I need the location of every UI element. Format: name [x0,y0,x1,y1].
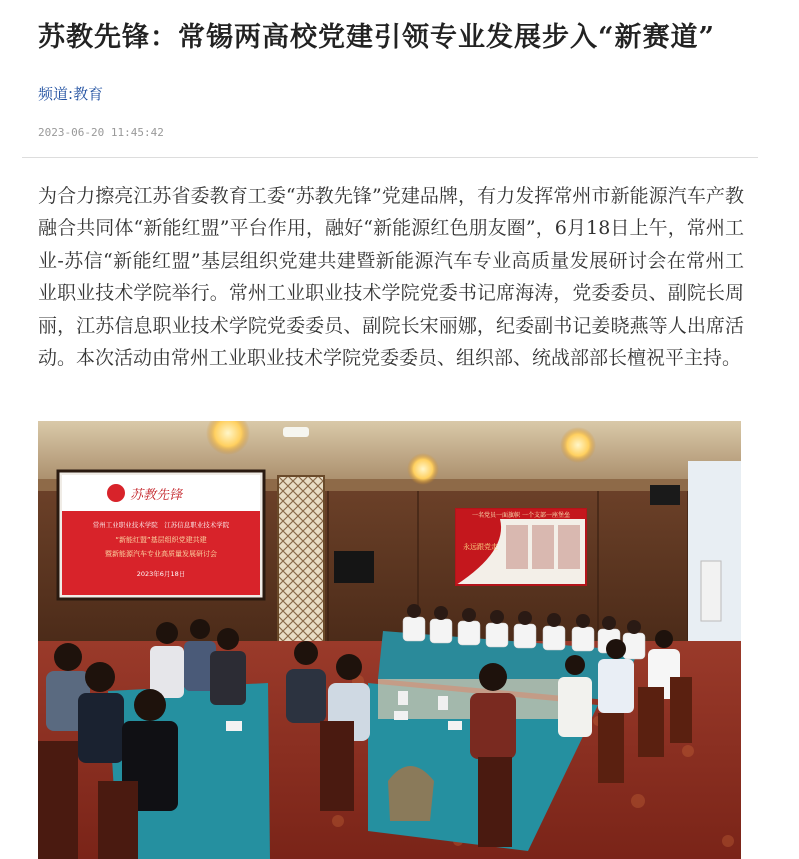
article-photo [38,421,741,859]
screen-line-2: “新能红盟”基层组织党建共建 [115,536,207,544]
channel-label: 频道 [38,85,69,103]
meeting-photo-illustration [38,421,741,859]
backpack [388,766,434,821]
wall-tv [334,551,374,583]
article-paragraph: 为合力擦亮江苏省委教育工委“苏教先锋”党建品牌，有力发挥常州市新能源汽车产教融合共同体“新能红盟”平台作用，融好“新能源红色朋友圈”，6月18日上午，常州工业-苏信“新能红盟”基层组织党建共建暨新能源汽车专业高质量发展研讨会在常州工业职业技术学院举行。常州工业职业技术学院党委书记席海涛，党委委员、副院长周丽，江苏信息职业技术学院党委委员、副院长宋丽娜，纪委副书记姜晓燕等人出席活动。本次活动由常州工业职业技术学院党委委员、组织部、统战部部长檀祝平主持。 [38,185,744,370]
ceiling-lamp [560,427,596,463]
screen-line-1: 常州工业职业技术学院 江苏信息职业技术学院 [92,521,230,529]
lattice-partition [278,476,324,646]
screen-line-4: 2023年6月18日 [136,570,186,578]
board-emblem-text: 永远跟党走 [463,543,498,551]
article-title: 苏教先锋：常锡两高校党建引领专业发展步入“新赛道” [38,22,716,53]
screen-logo-text: 苏教先锋 [130,488,183,503]
channel-separator: : [68,85,74,103]
publish-date: 2023-06-20 11:45:42 [38,126,164,139]
channel-line [38,84,103,104]
screen-line-3: 暨新能源汽车专业高质量发展研讨会 [105,550,217,558]
header-divider [22,157,758,158]
board-header: 一名党员一面旗帜 一个支部一座堡垒 [472,512,570,519]
ceiling-lamp [407,453,439,485]
channel-link-education[interactable]: 教育 [73,85,104,103]
